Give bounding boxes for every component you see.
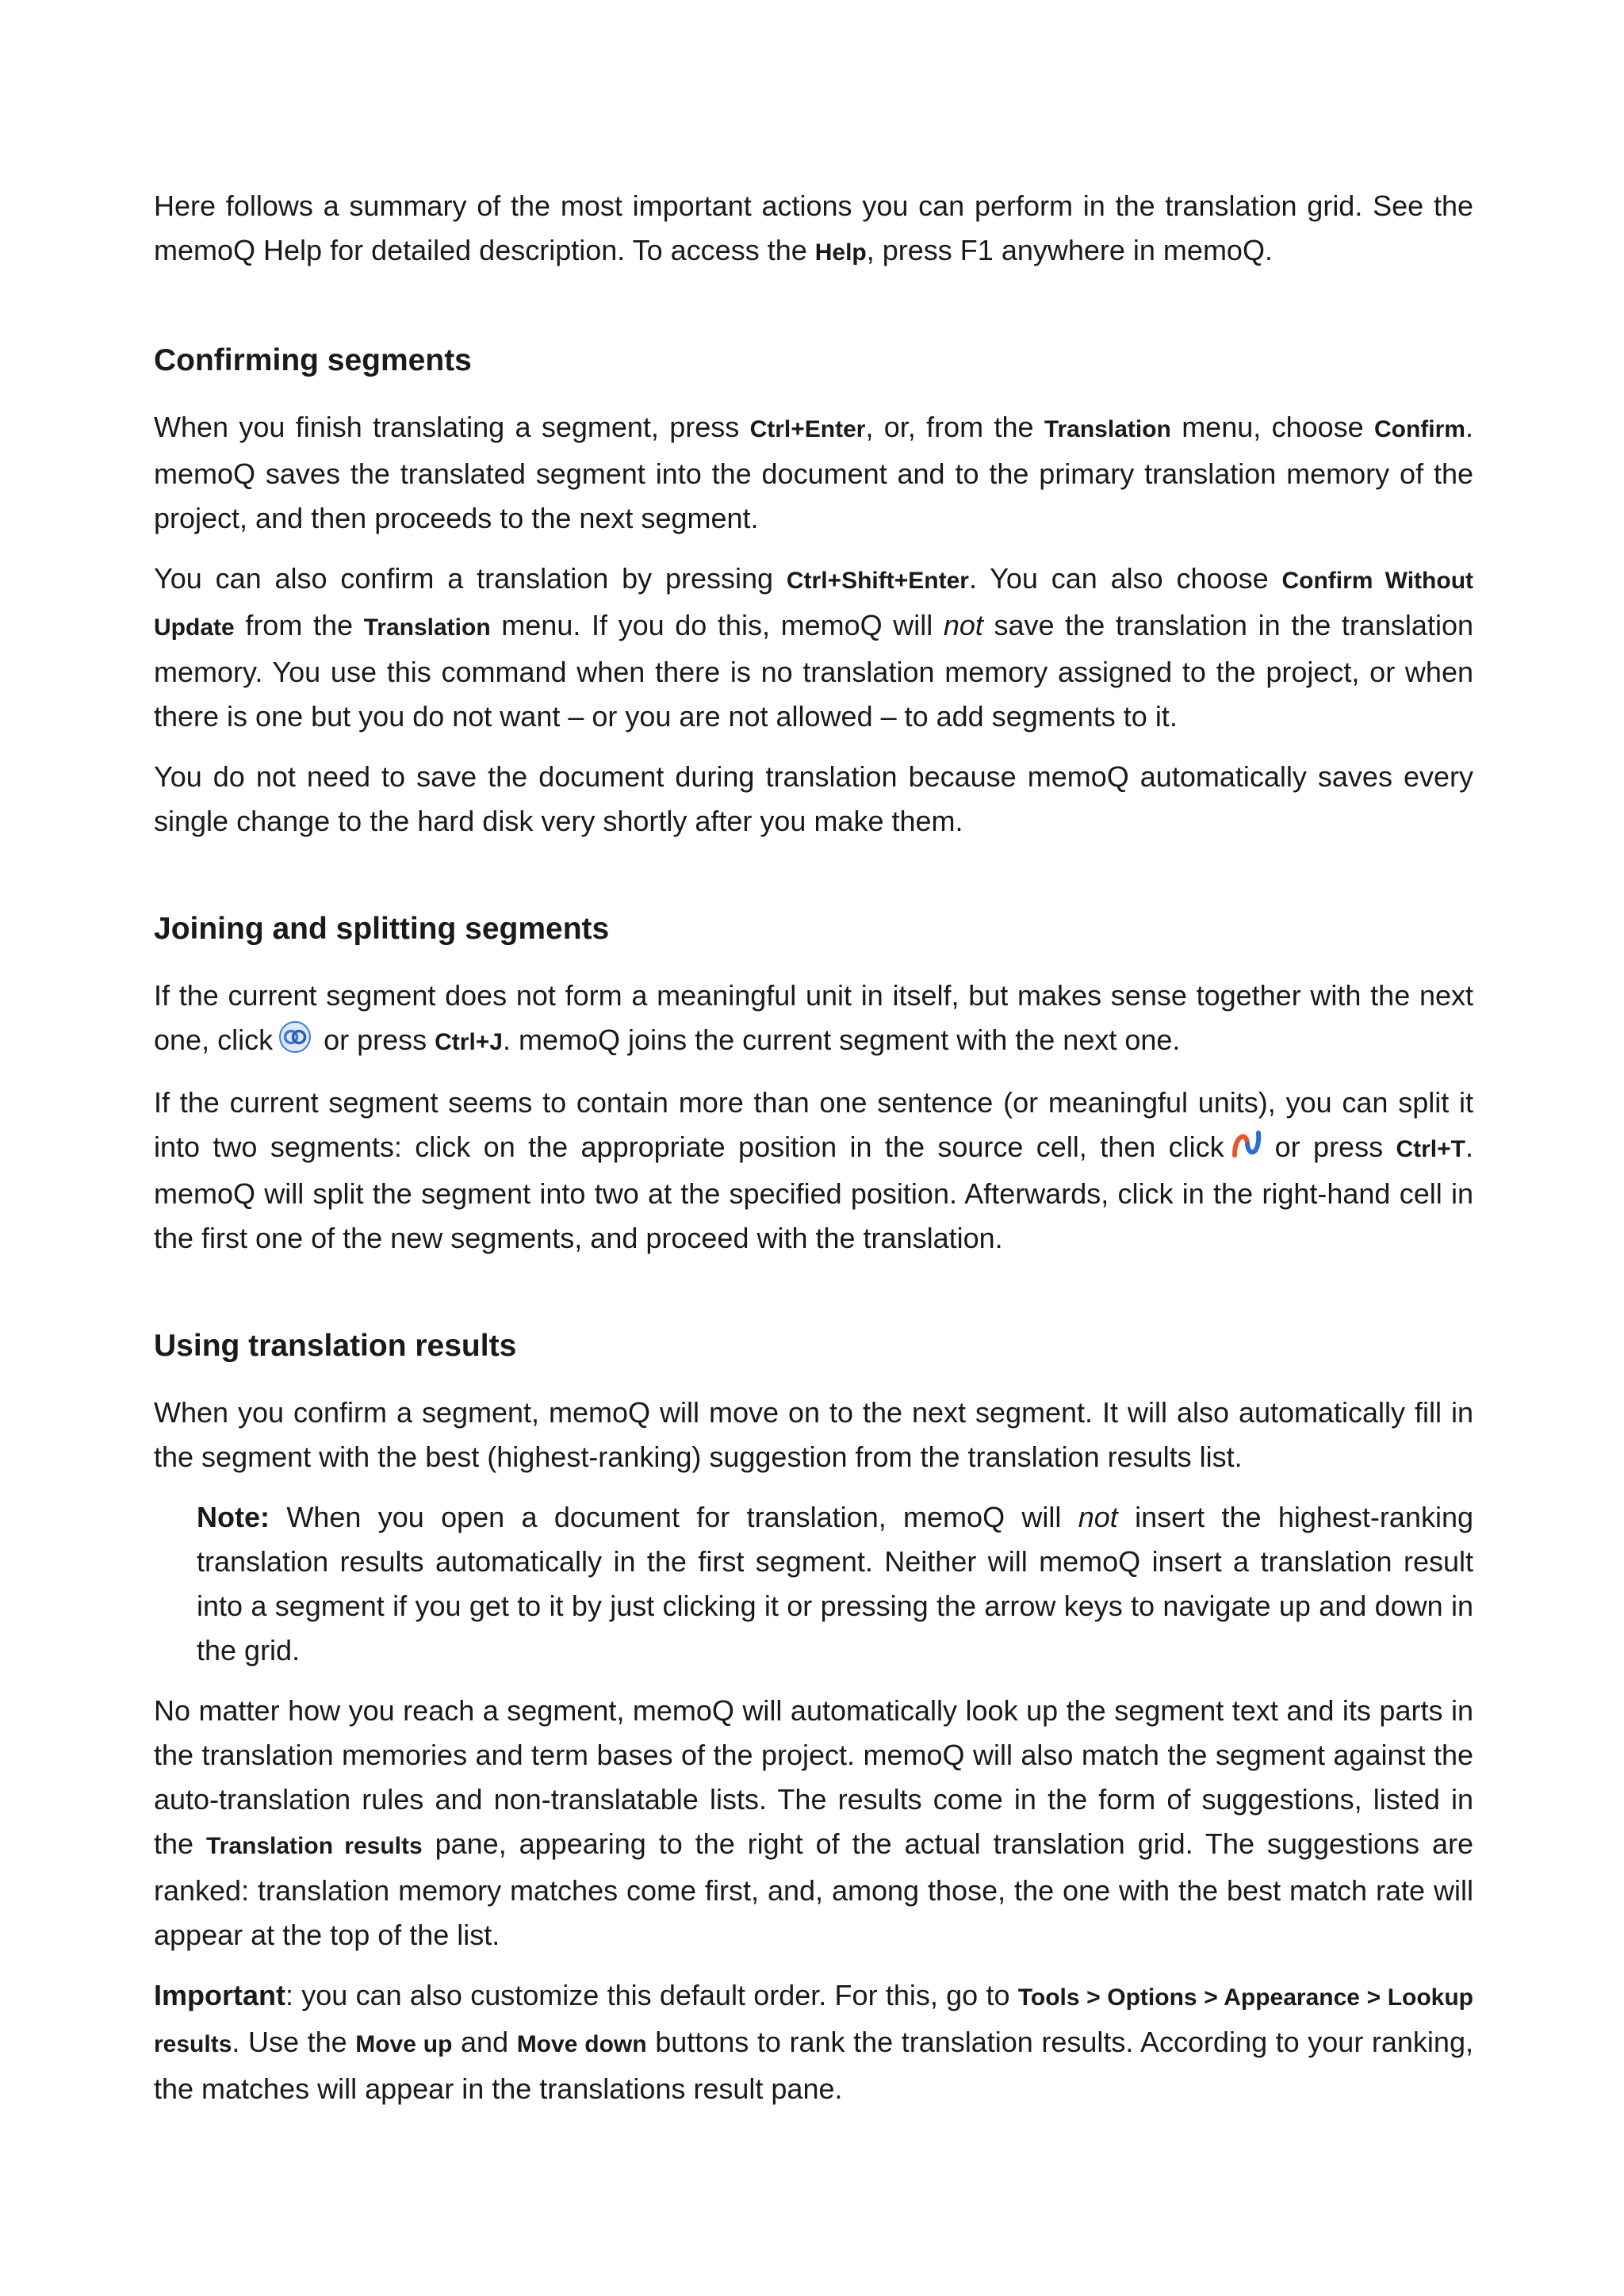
confirming-segments-heading: Confirming segments	[154, 343, 472, 377]
confirming-paragraph-3: You do not need to save the document during translation because memoQ automatically saves every single change to the hard disk very shortly after you make them.	[154, 760, 1473, 837]
shortcut-ctrl-j: Ctrl+J	[435, 1029, 503, 1055]
split-segment-icon	[1229, 1127, 1264, 1161]
note-label: Note:	[197, 1501, 270, 1533]
emphasis-not: not	[943, 609, 983, 641]
shortcut-ctrl-shift-enter: Ctrl+Shift+Enter	[786, 568, 969, 594]
shortcut-ctrl-t: Ctrl+T	[1396, 1136, 1465, 1162]
note-paragraph: Note: When you open a document for translation, memoQ will not insert the highest-ranking translation results automatically in the first segment. Neither will memoQ insert a translation result into a segment if you get to it by just clicking it or pressing the arrow keys to navigate up and down in the grid.	[197, 1501, 1473, 1667]
shortcut-ctrl-enter: Ctrl+Enter	[749, 416, 866, 442]
options-menu-path: Tools > Options > Appearance > Lookup results	[154, 1984, 1474, 2057]
joining-paragraph: If the current segment does not form a meaningful unit in itself, but makes sense together with the next one, click or press Ctrl+J. memoQ joins the current segment with the next one.	[154, 979, 1473, 1056]
move-up-button-term: Move up	[355, 2031, 453, 2057]
confirm-without-update-term: Confirm Without Update	[154, 568, 1474, 641]
translation-menu-term: Translation	[1044, 416, 1171, 442]
join-segments-icon	[278, 1020, 312, 1054]
confirming-paragraph-2: You can also confirm a translation by pressing Ctrl+Shift+Enter. You can also choose Confirm Without Update from the Translation menu. If you do this, memoQ will not save the translation in the translation memory. You use this command when there is no translation memory assigned to the project, or when there is one but you do not want – or you are not allowed – to add segments to it.	[154, 562, 1474, 733]
confirm-command-term: Confirm	[1373, 416, 1465, 442]
results-paragraph-2: No matter how you reach a segment, memoQ will automatically look up the segment text and its parts in the translation memories and term bases of the project. memoQ will also match the segment against the auto-translation rules and non-translatable lists. The results come in the form of suggestions, listed in the Translation results pane, appearing to the right of the actual translation grid. The suggestions are ranked: translation memory matches come first, and, among those, the one with the best match rate will appear at the top of the list.	[154, 1694, 1473, 1951]
important-paragraph: Important: you can also customize this default order. For this, go to Tools > Options > Appearance > Lookup results. Use the Move up and Move down buttons to rank the translation results. According to your ranking, the matches will appear in the translations result pane.	[154, 1979, 1474, 2105]
splitting-paragraph: If the current segment seems to contain more than one sentence (or meaningful units), you can split it into two segments: click on the appropriate position in the source cell, then click or press Ctrl+T. memoQ will split the segment into two at the specified position. Afterwards, click in the right-hand cell in the first one of the new segments, and proceed with the translation.	[154, 1086, 1473, 1254]
joining-splitting-heading: Joining and splitting segments	[154, 912, 610, 946]
translation-menu-term: Translation	[363, 614, 491, 641]
confirming-paragraph-1: When you finish translating a segment, press Ctrl+Enter, or, from the Translation menu, choose Confirm. memoQ saves the translated segment into the document and to the primary translation memory of the project, and then proceeds to the next segment.	[154, 411, 1473, 534]
using-translation-results-heading: Using translation results	[154, 1329, 517, 1363]
important-label: Important	[154, 1979, 285, 2011]
move-down-button-term: Move down	[516, 2031, 647, 2057]
results-paragraph-1: When you confirm a segment, memoQ will move on to the next segment. It will also automatically fill in the segment with the best (highest-ranking) suggestion from the translation results list.	[154, 1396, 1473, 1473]
help-term: Help	[814, 239, 867, 266]
emphasis-not: not	[1078, 1501, 1118, 1533]
intro-paragraph: Here follows a summary of the most important actions you can perform in the translation grid. See the memoQ Help for detailed description. To access the Help, press F1 anywhere in memoQ.	[154, 189, 1473, 266]
translation-results-pane-term: Translation results	[205, 1833, 423, 1859]
